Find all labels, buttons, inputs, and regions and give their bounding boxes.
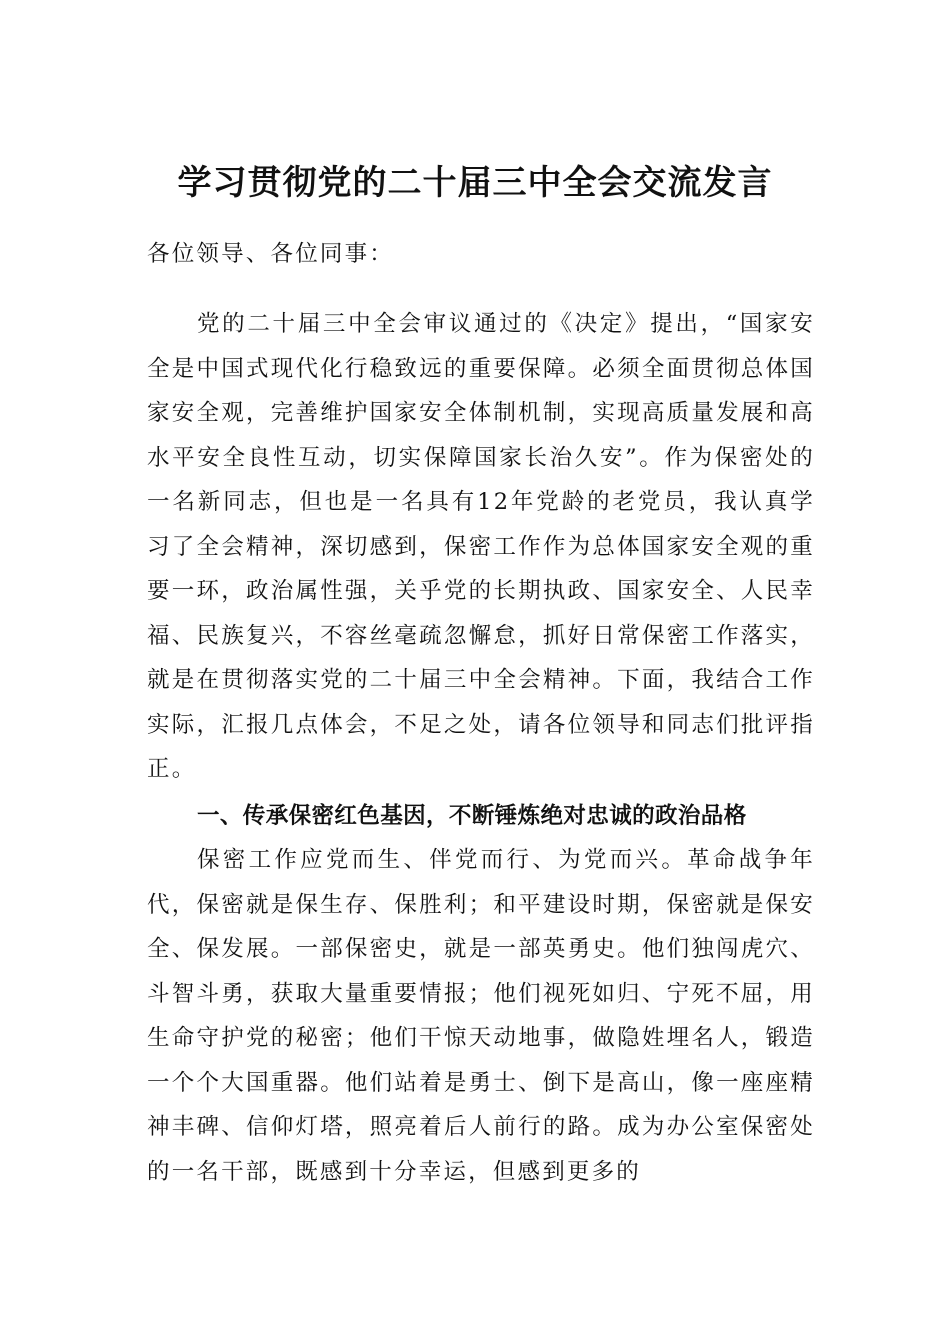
intro-paragraph: 党的二十届三中全会审议通过的《决定》提出，“国家安全是中国式现代化行稳致远的重要保障。必须全面贯彻总体国家安全观，完善维护国家安全体制机制，实现高质量发展和高水平安全良性互动，切实保障国家长治久安”。作为保密处的一名新同志，但也是一名具有12年党龄的老党员，我认真学习了全会精神，深切感到，保密工作作为总体国家安全观的重要一环，政治属性强，关乎党的长期执政、国家安全、人民幸福、民族复兴，不容丝毫疏忽懈怠，抓好日常保密工作落实，就是在贯彻落实党的二十届三中全会精神。下面，我结合工作实际，汇报几点体会，不足之处，请各位领导和同志们批评指正。: [147, 311, 815, 782]
salutation: 各位领导、各位同事：: [147, 241, 395, 267]
section-heading-1: 一、传承保密红色基因，不断锤炼绝对忠诚的政治品格: [197, 803, 747, 829]
section-1-paragraph: 保密工作应党而生、伴党而行、为党而兴。革命战争年代，保密就是保生存、保胜利；和平建设时期，保密就是保安全、保发展。一部保密史，就是一部英勇史。他们独闯虎穴、斗智斗勇，获取大量重要情报；他们视死如归、宁死不屈，用生命守护党的秘密；他们干惊天动地事，做隐姓埋名人，锻造一个个大国重器。他们站着是勇士、倒下是高山，像一座座精神丰碑、信仰灯塔，照亮着后人前行的路。成为办公室保密处的一名干部，既感到十分幸运，但感到更多的: [147, 847, 815, 1185]
document-title: 学习贯彻党的二十届三中全会交流发言: [177, 163, 773, 203]
